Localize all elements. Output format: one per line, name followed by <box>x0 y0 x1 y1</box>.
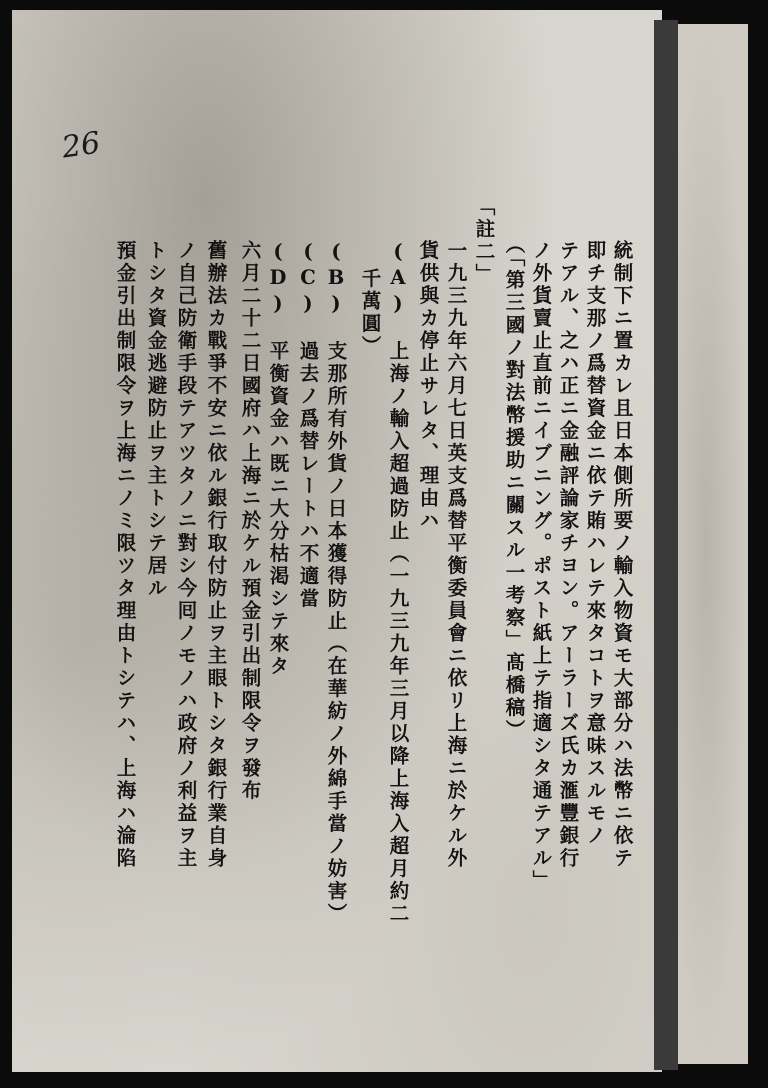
text-column: 舊辦法カ戰爭不安ニ依ル銀行取付防止ヲ主眼トシタ銀行業自身 <box>204 240 228 870</box>
text-column: 預金引出制限令ヲ上海ニノミ限ツタ理由トシテハ、上海ハ淪陷 <box>113 240 137 870</box>
text-column: ノ自己防衛手段テアツタノニ對シ今囘ノモノハ政府ノ利益ヲ主 <box>174 240 198 870</box>
text-column: トシタ資金逃避防止ヲ主トシテ居ル <box>144 240 168 600</box>
text-column: テアル、之ハ正ニ金融評論家チヨン。アーラーズ氏カ滙豐銀行 <box>556 240 580 870</box>
text-column: 一九三九年六月七日英支爲替平衡委員會ニ依リ上海ニ於ケル外 <box>444 240 468 870</box>
scan-border <box>748 0 768 1088</box>
text-column: 貨供與カ停止サレタ、理由ハ <box>416 240 440 533</box>
text-column: (C) 過去ノ爲替レートハ不適當 <box>296 240 320 611</box>
text-column: (A) 上海ノ輸入超過防止（一九三九年三月以降上海入超月約二 <box>386 240 410 926</box>
adjacent-page-edge <box>678 24 748 1064</box>
text-column: ノ外貨賣止直前ニイブニング。ポスト紙上テ指適シタ通テアル」 <box>529 240 553 893</box>
text-column: (D) 平衡資金ハ既ニ大分枯渇シテ來タ <box>266 240 290 678</box>
text-column: 千萬圓） <box>358 268 382 358</box>
text-column: 統制下ニ置カレ且日本側所要ノ輸入物資モ大部分ハ法幣ニ依テ <box>610 240 634 870</box>
page-number: 26 <box>59 125 103 166</box>
text-column: 即チ支那ノ爲替資金ニ依テ賄ハレテ來タコトヲ意味スルモノ <box>583 240 607 848</box>
book-spine <box>654 20 678 1070</box>
note-heading: 「註二」 <box>472 196 496 286</box>
text-column: (B) 支那所有外貨ノ日本獲得防止（在華紡ノ外綿手當ノ妨害） <box>324 240 348 926</box>
text-column: （「第三國ノ對法幣援助ニ關スル一考察」髙橋稿） <box>502 234 526 742</box>
text-column: 六月二十二日國府ハ上海ニ於ケル預金引出制限令ヲ發布 <box>238 240 262 803</box>
